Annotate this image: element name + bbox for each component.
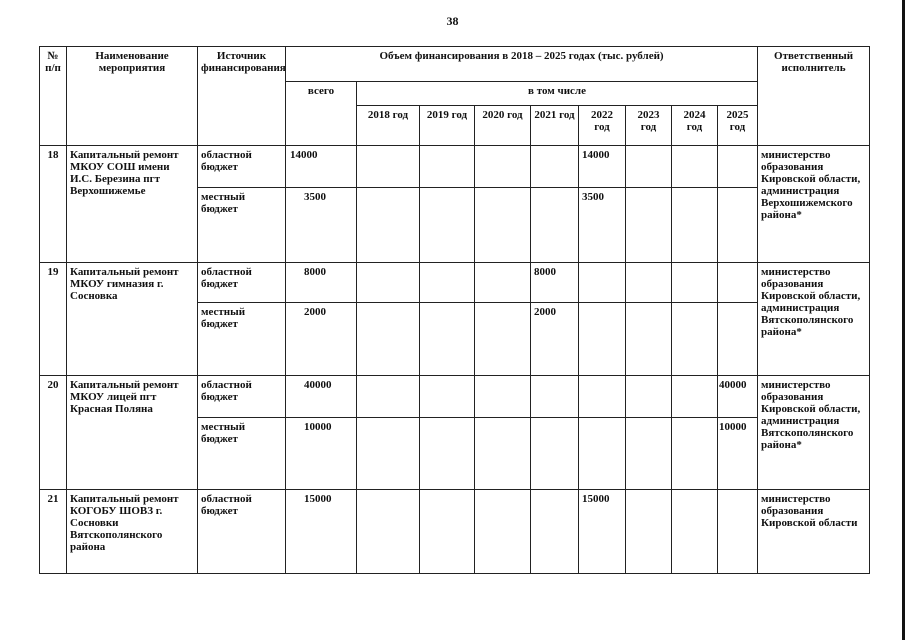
cell-2025 bbox=[718, 146, 758, 188]
cell-2018 bbox=[357, 490, 420, 574]
row-responsible: министерство образования Кировской области bbox=[758, 490, 870, 574]
cell-2018 bbox=[357, 303, 420, 376]
header-num: № п/п bbox=[40, 47, 67, 146]
cell-2023 bbox=[626, 303, 672, 376]
cell-2021 bbox=[531, 188, 579, 263]
row-name: Капитальный ремонт МКОУ СОШ имени И.С. Березина пгт Верхошижемье bbox=[67, 146, 198, 263]
cell-2022: 15000 bbox=[579, 490, 626, 574]
page-number: 38 bbox=[446, 14, 459, 28]
row-responsible: министерство образования Кировской области, администрация Верхошижемского района* bbox=[758, 146, 870, 263]
cell-2023 bbox=[626, 263, 672, 303]
table-row bbox=[40, 376, 870, 418]
cell-2025 bbox=[718, 303, 758, 376]
row-total: 10000 bbox=[286, 418, 357, 490]
row-number: 18 bbox=[40, 146, 67, 263]
cell-2021 bbox=[531, 490, 579, 574]
cell-2021 bbox=[531, 418, 579, 490]
cell-2024 bbox=[672, 418, 718, 490]
row-source: местный бюджет bbox=[198, 418, 286, 490]
row-source: областной бюджет bbox=[198, 263, 286, 303]
header-year-2020: 2020 год bbox=[475, 106, 531, 146]
cell-2023 bbox=[626, 188, 672, 263]
cell-2019 bbox=[420, 263, 475, 303]
row-total: 3500 bbox=[286, 188, 357, 263]
cell-2019 bbox=[420, 188, 475, 263]
cell-2024 bbox=[672, 303, 718, 376]
cell-2019 bbox=[420, 146, 475, 188]
header-name: Наименование мероприятия bbox=[67, 47, 198, 146]
cell-2023 bbox=[626, 418, 672, 490]
row-name: Капитальный ремонт МКОУ лицей пгт Красная Поляна bbox=[67, 376, 198, 490]
header-year-2024: 2024 год bbox=[672, 106, 718, 146]
cell-2022: 14000 bbox=[579, 146, 626, 188]
cell-2020 bbox=[475, 418, 531, 490]
cell-2022 bbox=[579, 263, 626, 303]
cell-2018 bbox=[357, 146, 420, 188]
cell-2019 bbox=[420, 490, 475, 574]
cell-2024 bbox=[672, 376, 718, 418]
cell-2023 bbox=[626, 146, 672, 188]
cell-2018 bbox=[357, 376, 420, 418]
row-source: областной бюджет bbox=[198, 490, 286, 574]
cell-2025: 40000 bbox=[718, 376, 758, 418]
cell-2020 bbox=[475, 490, 531, 574]
row-source: местный бюджет bbox=[198, 303, 286, 376]
cell-2020 bbox=[475, 303, 531, 376]
row-source: областной бюджет bbox=[198, 146, 286, 188]
cell-2025: 10000 bbox=[718, 418, 758, 490]
cell-2025 bbox=[718, 263, 758, 303]
row-name: Капитальный ремонт МКОУ гимназия г. Сосновка bbox=[67, 263, 198, 376]
cell-2020 bbox=[475, 263, 531, 303]
table-row bbox=[40, 146, 870, 188]
cell-2018 bbox=[357, 418, 420, 490]
cell-2025 bbox=[718, 490, 758, 574]
financing-table bbox=[39, 46, 870, 574]
cell-2022 bbox=[579, 303, 626, 376]
cell-2024 bbox=[672, 146, 718, 188]
header-source: Источник финансирования bbox=[198, 47, 286, 146]
row-responsible: министерство образования Кировской области, администрация Вятскополянского района* bbox=[758, 376, 870, 490]
cell-2023 bbox=[626, 376, 672, 418]
cell-2024 bbox=[672, 490, 718, 574]
cell-2020 bbox=[475, 146, 531, 188]
cell-2021: 8000 bbox=[531, 263, 579, 303]
cell-2020 bbox=[475, 376, 531, 418]
row-source: областной бюджет bbox=[198, 376, 286, 418]
header-including: в том числе bbox=[357, 82, 758, 106]
header-year-2022: 2022 год bbox=[579, 106, 626, 146]
cell-2020 bbox=[475, 188, 531, 263]
cell-2019 bbox=[420, 376, 475, 418]
cell-2019 bbox=[420, 303, 475, 376]
cell-2021 bbox=[531, 376, 579, 418]
header-total: всего bbox=[286, 82, 357, 146]
table-row bbox=[40, 263, 870, 303]
row-total: 2000 bbox=[286, 303, 357, 376]
cell-2021 bbox=[531, 146, 579, 188]
cell-2021: 2000 bbox=[531, 303, 579, 376]
cell-2022: 3500 bbox=[579, 188, 626, 263]
header-responsible: Ответственный исполнитель bbox=[758, 47, 870, 146]
row-total: 14000 bbox=[286, 146, 357, 188]
row-responsible: министерство образования Кировской области, администрация Вятскополянского района* bbox=[758, 263, 870, 376]
cell-2024 bbox=[672, 188, 718, 263]
row-number: 20 bbox=[40, 376, 67, 490]
row-source: местный бюджет bbox=[198, 188, 286, 263]
cell-2018 bbox=[357, 188, 420, 263]
header-year-2021: 2021 год bbox=[531, 106, 579, 146]
header-row-1 bbox=[40, 47, 870, 82]
table-row bbox=[40, 490, 870, 574]
cell-2025 bbox=[718, 188, 758, 263]
header-year-2023: 2023 год bbox=[626, 106, 672, 146]
cell-2022 bbox=[579, 418, 626, 490]
row-total: 8000 bbox=[286, 263, 357, 303]
row-total: 40000 bbox=[286, 376, 357, 418]
row-number: 21 bbox=[40, 490, 67, 574]
cell-2018 bbox=[357, 263, 420, 303]
header-volume: Объем финансирования в 2018 – 2025 годах (тыс. рублей) bbox=[286, 47, 758, 82]
cell-2024 bbox=[672, 263, 718, 303]
row-number: 19 bbox=[40, 263, 67, 376]
header-year-2025: 2025 год bbox=[718, 106, 758, 146]
header-year-2019: 2019 год bbox=[420, 106, 475, 146]
cell-2022 bbox=[579, 376, 626, 418]
cell-2019 bbox=[420, 418, 475, 490]
row-total: 15000 bbox=[286, 490, 357, 574]
row-name: Капитальный ремонт КОГОБУ ШОВЗ г. Сосновки Вятскополянского района bbox=[67, 490, 198, 574]
cell-2023 bbox=[626, 490, 672, 574]
header-year-2018: 2018 год bbox=[357, 106, 420, 146]
